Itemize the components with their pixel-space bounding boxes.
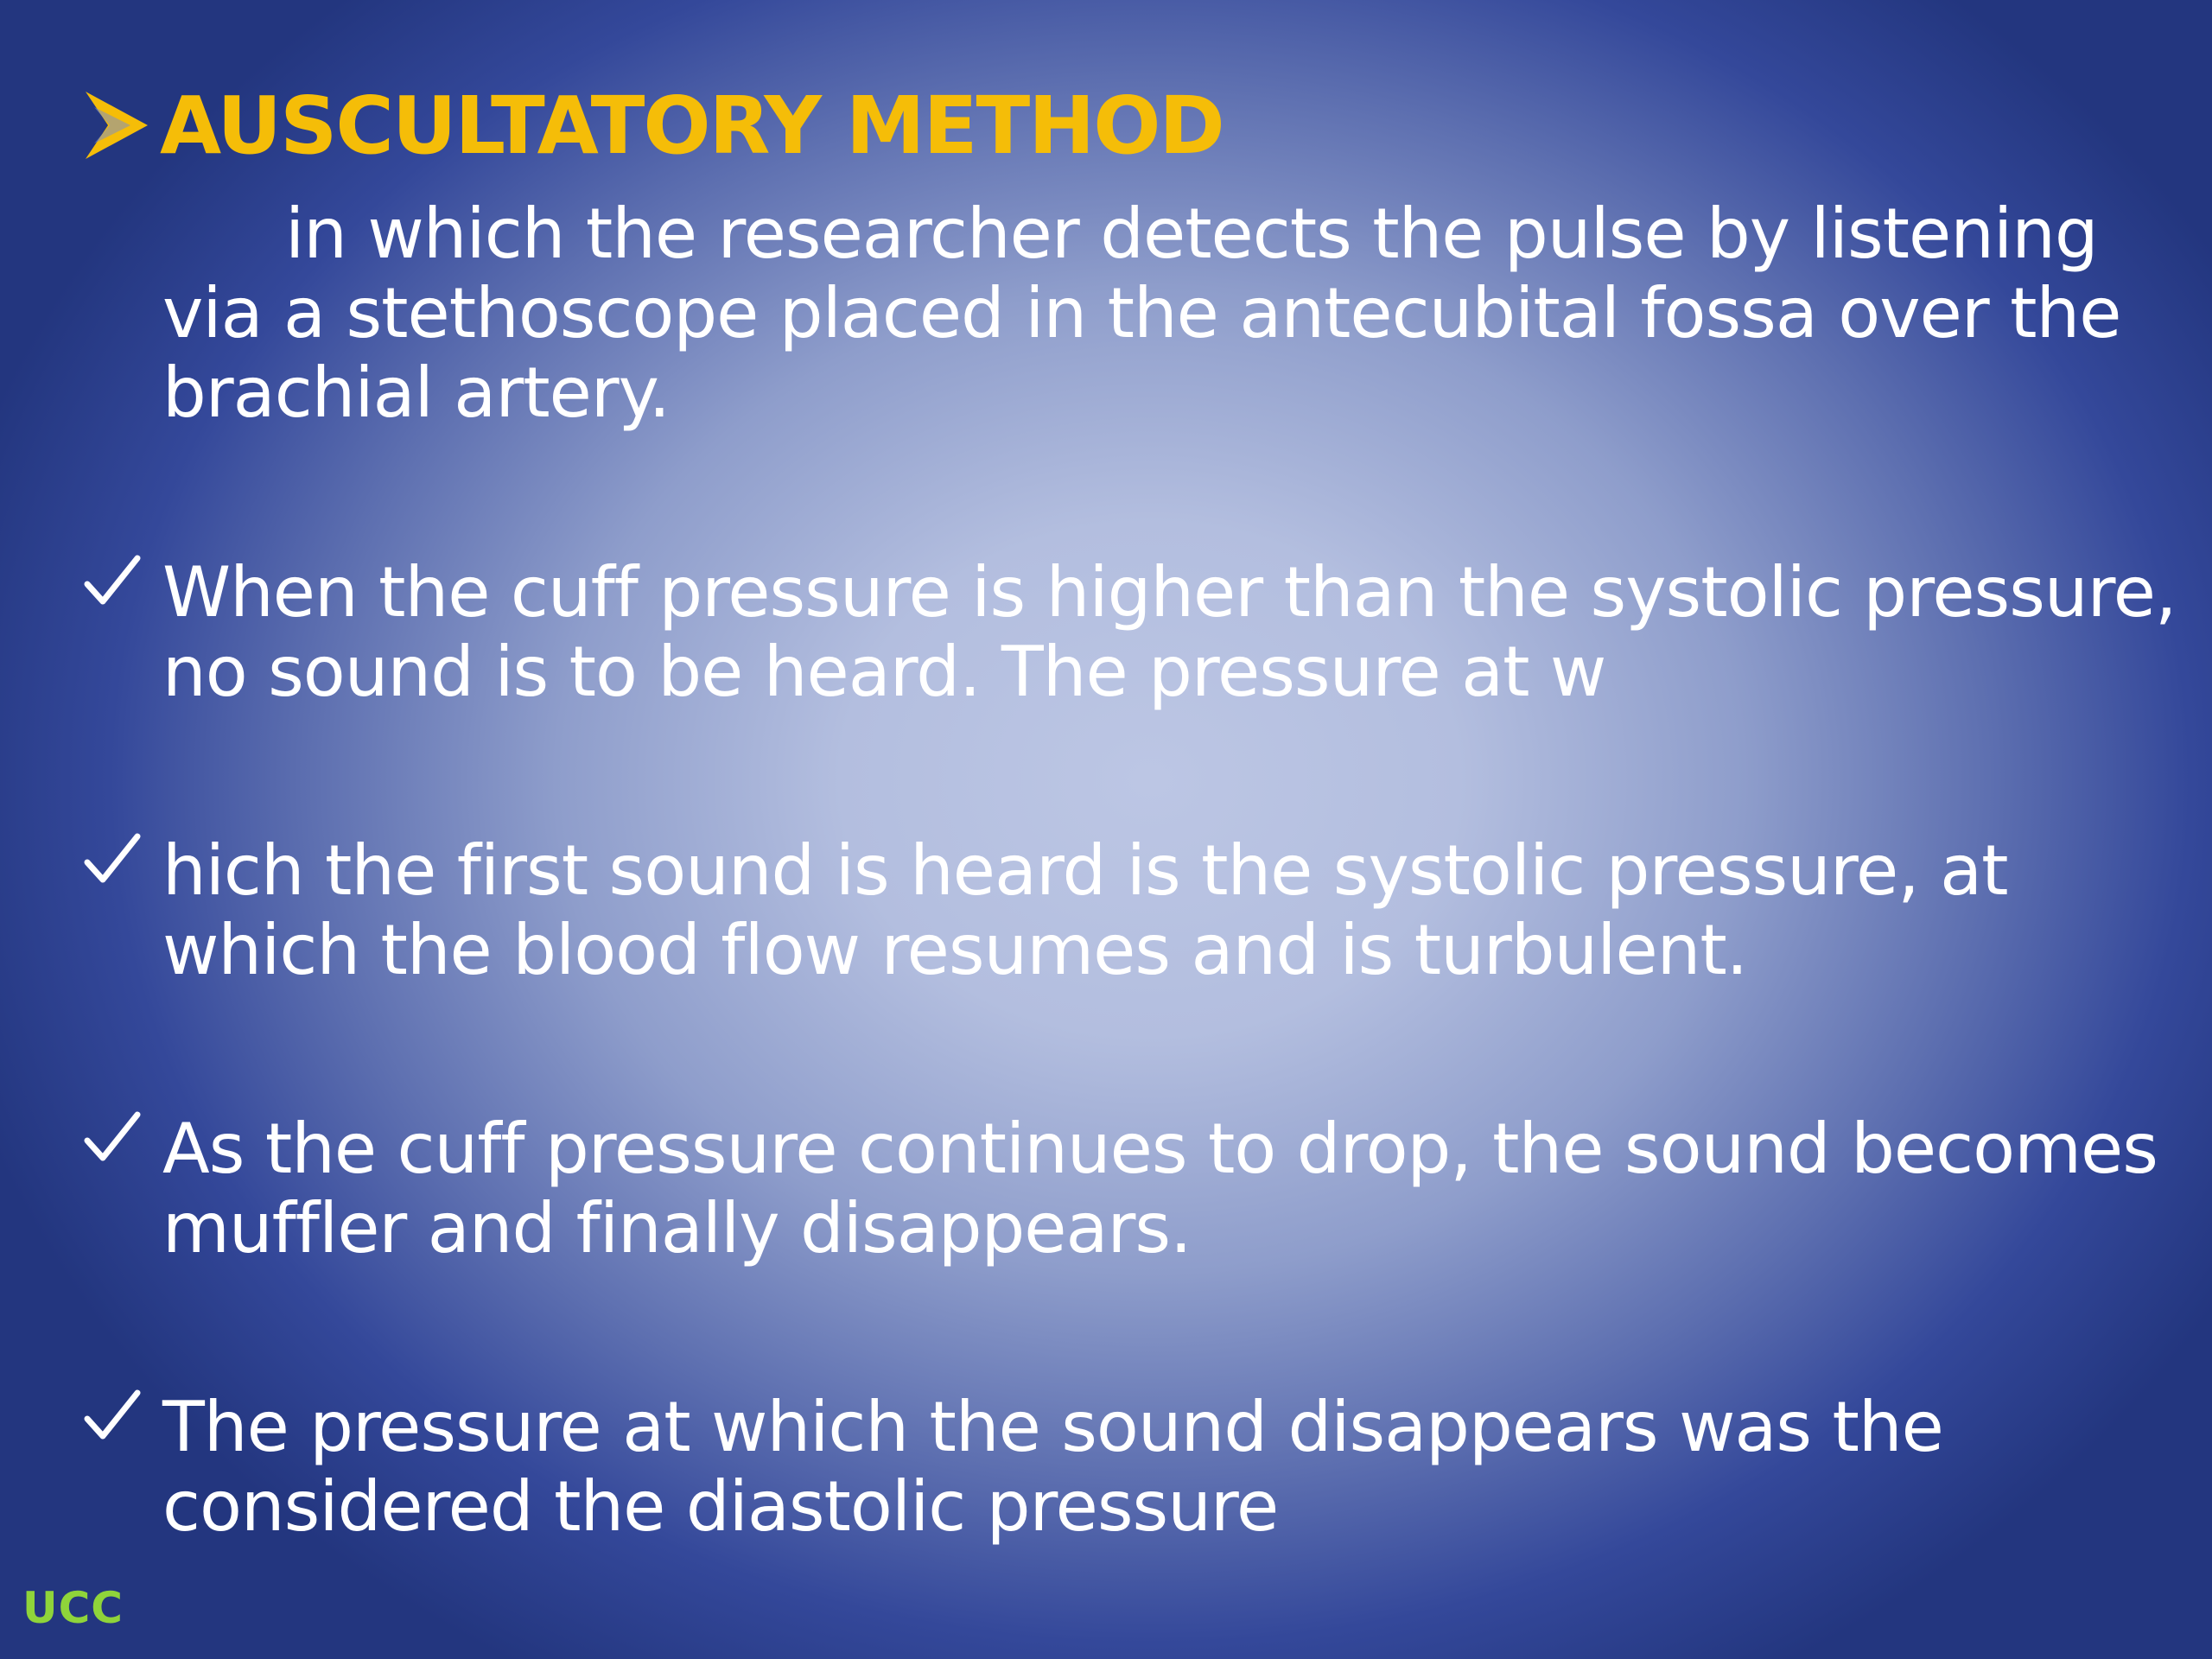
checkmark-icon — [82, 553, 143, 613]
bullet-item — [82, 831, 2190, 990]
slide-title-row — [82, 78, 1224, 173]
bullet-item — [82, 1109, 2190, 1268]
slide-title: AUSCULTATORY METHOD — [160, 79, 1224, 172]
bullet-text: When the cuff pressure is higher than the systolic pressure, no sound is to be heard. The pressure at w — [162, 552, 2177, 712]
ucc-logo: UCC — [22, 1583, 124, 1633]
bullet-item — [82, 1388, 2190, 1547]
bullet-text: hich the first sound is heard is the systolic pressure, at which the blood flow resumes and is turbulent. — [162, 830, 2008, 990]
bullet-text: The pressure at which the sound disappears was the considered the diastolic pressure — [162, 1387, 1943, 1547]
checkmark-icon — [82, 1388, 143, 1448]
intro-paragraph: in which the researcher detects the pulse by listening via a stethoscope placed in the antecubital fossa over the brachial artery. — [162, 194, 2121, 433]
bullet-item — [82, 553, 2190, 712]
checkmark-icon — [82, 831, 143, 892]
arrow-bullet-icon — [82, 86, 151, 164]
checkmark-icon — [82, 1109, 143, 1170]
bullet-text: As the cuff pressure continues to drop, the sound becomes muffler and finally disappears. — [162, 1109, 2158, 1268]
